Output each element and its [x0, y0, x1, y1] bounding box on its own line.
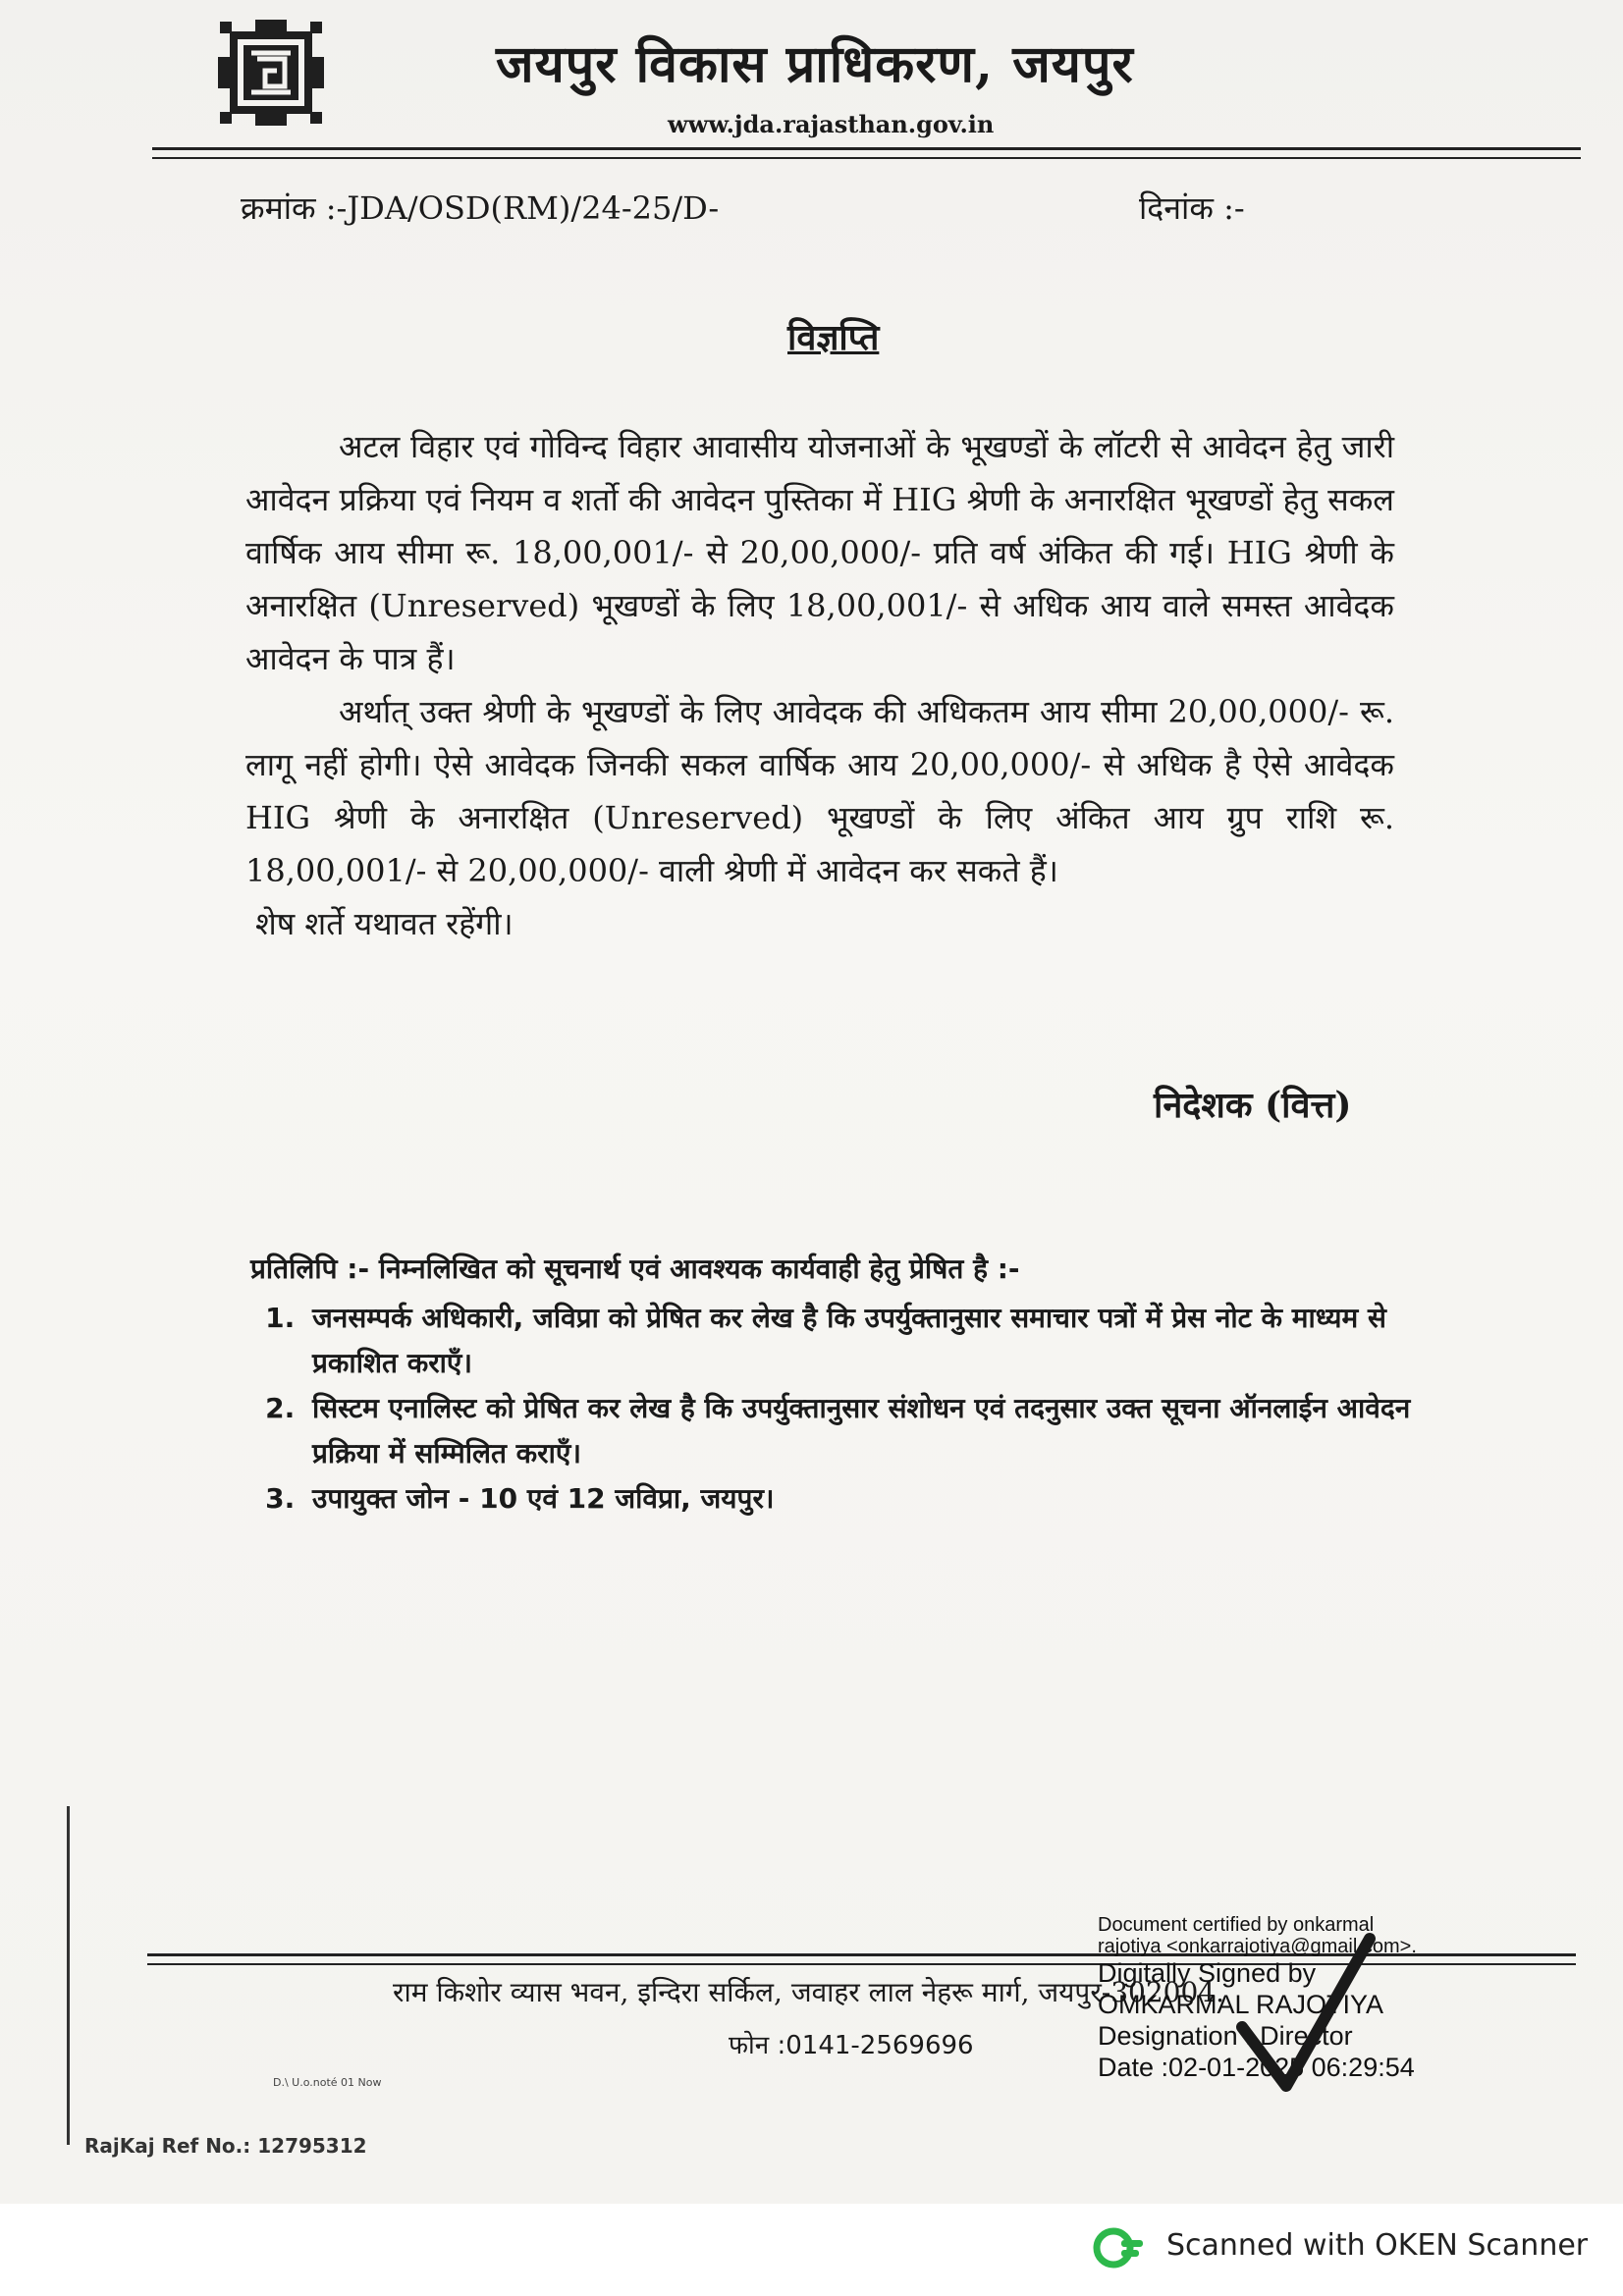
checkmark-icon	[1232, 1929, 1380, 2096]
copy-to-item: 3. उपायुक्त जोन - 10 एवं 12 जविप्रा, जयपुर।	[304, 1476, 1419, 1522]
footer-phone: फोन :0141-2569696	[729, 2031, 974, 2060]
scanner-watermark-text: Scanned with OKEN Scanner	[1166, 2228, 1589, 2263]
notice-paragraph: शेष शर्ते यथावत रहेंगी।	[255, 905, 514, 942]
copy-to-item: 2. सिस्टम एनालिस्ट को प्रेषित कर लेख है कि उपर्युक्तानुसार संशोधन एवं तदनुसार उक्त सूचना ऑनलाईन आवेदन प्रक्रिया में सम्मिलित कराएँ।	[304, 1386, 1419, 1476]
jda-emblem-icon	[218, 20, 324, 126]
copy-to-section	[250, 1247, 1419, 1522]
signer-designation: Designation : Director	[1098, 2021, 1353, 2051]
organization-name: जयपुर विकास प्राधिकरण, जयपुर	[496, 34, 1134, 94]
copy-to-item: 1. जनसम्पर्क अधिकारी, जविप्रा को प्रेषित कर लेख है कि उपर्युक्तानुसार समाचार पत्रों में प्रेस नोट के माध्यम से प्रकाशित कराएँ।	[304, 1296, 1419, 1386]
oken-scanner-logo-icon	[1092, 2226, 1157, 2269]
certified-line-2: rajotiya <onkarrajotiya@gmail.com>.	[1098, 1936, 1417, 1957]
notice-paragraph: अटल विहार एवं गोविन्द विहार आवासीय योजनाओं के भूखण्डों के लॉटरी से आवेदन हेतु जारी आवेदन प्रक्रिया एवं नियम व शर्तो की आवेदन पुस्तिका में HIG श्रेणी के अनारक्षित भूखण्डों हेतु सकल वार्षिक आय सीमा रू. 18,00,001/- से 20,00,000/- प्रति वर्ष अंकित की गई। HIG श्रेणी के अनारक्षित (Unreserved) भूखण्डों के लिए 18,00,001/- से अधिक आय वाले समस्त आवेदक आवेदन के पात्र हैं।	[245, 428, 1394, 677]
notice-title: विज्ञप्ति	[787, 317, 880, 358]
notice-body	[245, 420, 1394, 950]
signer-name: OMKARMAL RAJOTIYA	[1098, 1990, 1384, 2019]
header-divider-bottom	[152, 157, 1581, 159]
signatory-title: निदेशक (वित्त)	[1154, 1085, 1352, 1126]
copy-to-list	[250, 1296, 1419, 1522]
notice-paragraph: अर्थात् उक्त श्रेणी के भूखण्डों के लिए आवेदक की अधिकतम आय सीमा 20,00,000/- रू. लागू नहीं होगी। ऐसे आवेदक जिनकी सकल वार्षिक आय 20,00,000/- से अधिक है ऐसे आवेदक HIG श्रेणी के अनारक्षित (Unreserved) भूखण्डों के लिए अंकित आय ग्रुप राशि रू. 18,00,001/- से 20,00,000/- वाली श्रेणी में आवेदन कर सकते हैं।	[245, 693, 1394, 889]
website-url: www.jda.rajasthan.gov.in	[668, 110, 995, 138]
date-label: दिनांक :-	[1139, 189, 1245, 227]
reference-number: क्रमांक :-JDA/OSD(RM)/24-25/D-	[241, 189, 720, 227]
signature-date: Date :02-01-2025 06:29:54	[1098, 2053, 1415, 2082]
tiny-note: D.\ U.o.noté 01 Now	[273, 2076, 382, 2089]
signed-label: Digitally Signed by	[1098, 1958, 1317, 1988]
footer-address: राम किशोर व्यास भवन, इन्दिरा सर्किल, जवाहर लाल नेहरू मार्ग, जयपुर-302004.	[393, 1976, 1225, 2008]
rajkaj-reference: RajKaj Ref No.: 12795312	[84, 2134, 367, 2158]
header-divider-top	[152, 147, 1581, 150]
copy-to-heading: प्रतिलिपि :- निम्नलिखित को सूचनार्थ एवं आवश्यक कार्यवाही हेतु प्रेषित है :-	[250, 1253, 1020, 1285]
left-margin-line	[67, 1806, 70, 2145]
certified-line-1: Document certified by onkarmal	[1098, 1914, 1375, 1936]
